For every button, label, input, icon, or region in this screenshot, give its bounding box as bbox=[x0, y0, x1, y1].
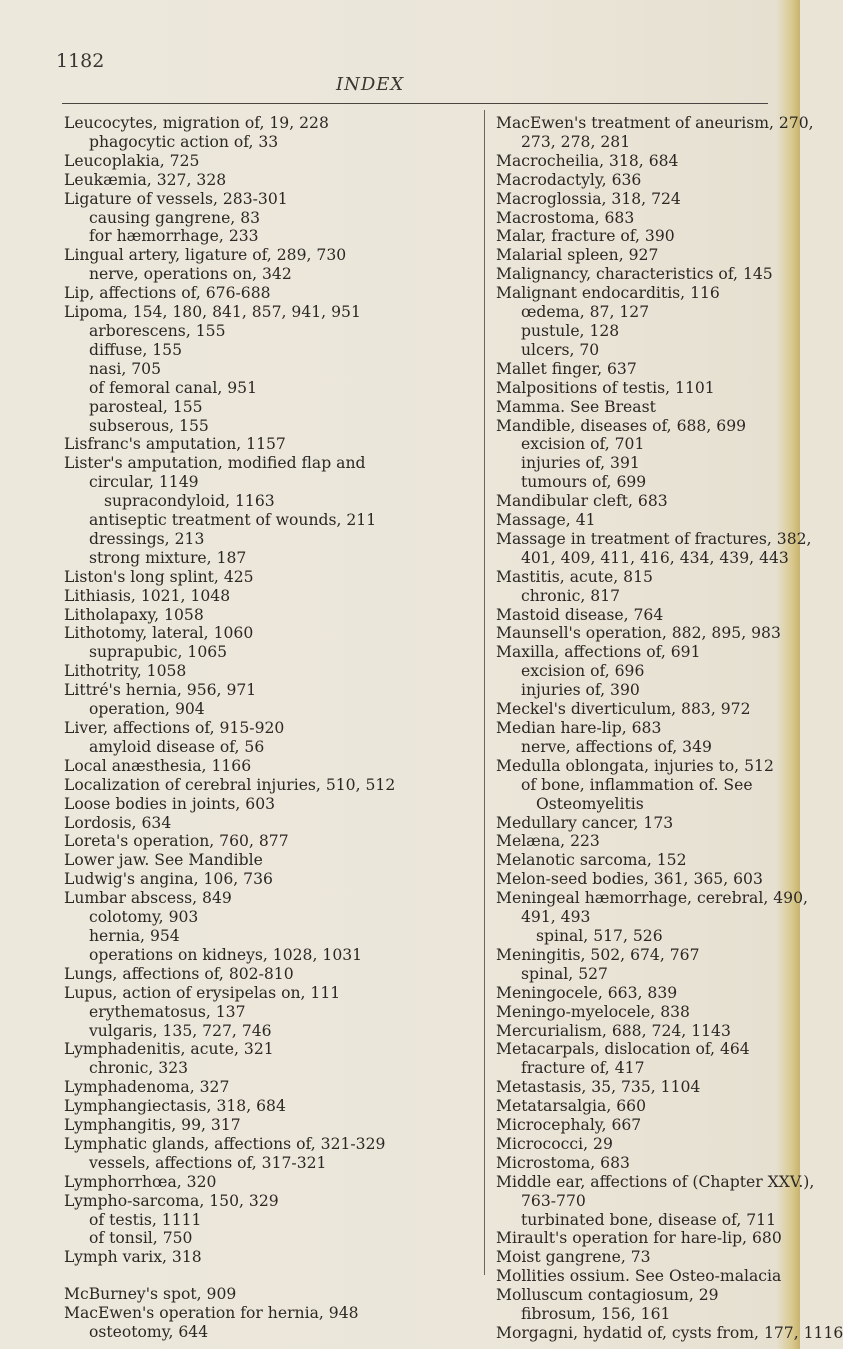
index-entry: Lithiasis, 1021, 1048 bbox=[64, 586, 231, 605]
index-entry: Melanotic sarcoma, 152 bbox=[496, 851, 687, 870]
index-subentry: operation, 904 bbox=[89, 700, 205, 719]
index-entry: Melon-seed bodies, 361, 365, 603 bbox=[496, 870, 763, 889]
index-entry: Macrostoma, 683 bbox=[496, 208, 635, 227]
index-entry: Lymphatic glands, affections of, 321-329 bbox=[64, 1134, 386, 1153]
index-entry: Mandible, diseases of, 688, 699 bbox=[496, 416, 747, 435]
index-subentry: spinal, 527 bbox=[521, 964, 608, 983]
index-subentry: parosteal, 155 bbox=[89, 397, 203, 416]
index-entry: Lordosis, 634 bbox=[64, 813, 172, 832]
index-entry: Lymphorrhœa, 320 bbox=[64, 1172, 217, 1191]
index-entry: Morgagni, hydatid of, cysts from, 177, 1116 bbox=[496, 1324, 843, 1342]
index-entry: Malignant endocarditis, 116 bbox=[496, 284, 720, 303]
index-entry: Malar, fracture of, 390 bbox=[496, 227, 675, 246]
index-entry: Lister's amputation, modified flap and bbox=[64, 454, 366, 473]
index-subentry: of bone, inflammation of. See bbox=[521, 775, 753, 794]
index-entry: Microstoma, 683 bbox=[496, 1153, 630, 1172]
index-subentry: amyloid disease of, 56 bbox=[89, 737, 265, 756]
index-entry: Loreta's operation, 760, 877 bbox=[64, 832, 289, 851]
index-subentry: nerve, operations on, 342 bbox=[89, 265, 292, 284]
index-subentry: Osteomyelitis bbox=[536, 794, 644, 813]
section-gap bbox=[64, 1267, 476, 1285]
index-subentry: causing gangrene, 83 bbox=[89, 208, 261, 227]
index-subentry: suprapubic, 1065 bbox=[89, 643, 228, 662]
index-entry: Littré's hernia, 956, 971 bbox=[64, 681, 257, 700]
index-entry: Lympho-sarcoma, 150, 329 bbox=[64, 1191, 279, 1210]
index-subentry: hernia, 954 bbox=[89, 926, 180, 945]
index-entry: Moist gangrene, 73 bbox=[496, 1248, 651, 1267]
index-subentry: colotomy, 903 bbox=[89, 908, 199, 927]
index-subentry: chronic, 323 bbox=[89, 1059, 189, 1078]
index-subentry: supracondyloid, 1163 bbox=[104, 492, 275, 511]
index-entry: Mallet finger, 637 bbox=[496, 359, 637, 378]
index-subentry: injuries of, 391 bbox=[521, 454, 640, 473]
index-entry: Ludwig's angina, 106, 736 bbox=[64, 870, 273, 889]
index-subentry: subserous, 155 bbox=[89, 416, 209, 435]
index-entry: Lithotrity, 1058 bbox=[64, 662, 187, 681]
index-subentry: chronic, 817 bbox=[521, 586, 621, 605]
index-subentry: 273, 278, 281 bbox=[521, 132, 631, 151]
index-entry: Medullary cancer, 173 bbox=[496, 813, 674, 832]
index-entry: Mandibular cleft, 683 bbox=[496, 492, 668, 511]
index-subentry: ulcers, 70 bbox=[521, 340, 600, 359]
index-entry: Malpositions of testis, 1101 bbox=[496, 378, 715, 397]
index-entry: MacEwen's treatment of aneurism, 270, bbox=[496, 114, 814, 132]
index-subentry: of testis, 1111 bbox=[89, 1210, 202, 1229]
index-entry: Lisfranc's amputation, 1157 bbox=[64, 435, 286, 454]
index-subentry: vulgaris, 135, 727, 746 bbox=[89, 1021, 272, 1040]
index-entry: Lymphadenitis, acute, 321 bbox=[64, 1040, 274, 1059]
index-entry: Middle ear, affections of (Chapter XXV.), bbox=[496, 1172, 815, 1191]
header-rule bbox=[62, 103, 768, 104]
index-column-right bbox=[496, 114, 843, 1343]
index-entry: Meningocele, 663, 839 bbox=[496, 983, 678, 1002]
index-entry: Lipoma, 154, 180, 841, 857, 941, 951 bbox=[64, 303, 361, 322]
index-entry: Macrodactyly, 636 bbox=[496, 170, 642, 189]
index-subentry: arborescens, 155 bbox=[89, 321, 226, 340]
index-entry: Malarial spleen, 927 bbox=[496, 246, 659, 265]
index-entry: Litholapaxy, 1058 bbox=[64, 605, 204, 624]
index-subentry: circular, 1149 bbox=[89, 473, 199, 492]
index-entry: Lungs, affections of, 802-810 bbox=[64, 964, 294, 983]
index-subentry: pustule, 128 bbox=[521, 321, 620, 340]
index-subentry: dressings, 213 bbox=[89, 529, 205, 548]
index-entry: Liston's long splint, 425 bbox=[64, 567, 254, 586]
index-entry: Microcephaly, 667 bbox=[496, 1116, 642, 1135]
index-subentry: fibrosum, 156, 161 bbox=[521, 1305, 671, 1324]
index-entry: Leucoplakia, 725 bbox=[64, 151, 200, 170]
index-subentry: antiseptic treatment of wounds, 211 bbox=[89, 511, 377, 530]
index-entry: Ligature of vessels, 283-301 bbox=[64, 189, 288, 208]
index-entry: Macroglossia, 318, 724 bbox=[496, 189, 681, 208]
index-entry: Median hare-lip, 683 bbox=[496, 719, 662, 737]
index-subentry: 401, 409, 411, 416, 434, 439, 443 bbox=[521, 548, 789, 567]
index-entry: Micrococci, 29 bbox=[496, 1134, 613, 1153]
index-entry: Molluscum contagiosum, 29 bbox=[496, 1286, 719, 1305]
index-subentry: strong mixture, 187 bbox=[89, 548, 247, 567]
index-subentry: tumours of, 699 bbox=[521, 473, 647, 492]
index-entry: Mercurialism, 688, 724, 1143 bbox=[496, 1021, 731, 1040]
index-entry: Lupus, action of erysipelas on, 111 bbox=[64, 983, 341, 1002]
index-subentry: fracture of, 417 bbox=[521, 1059, 645, 1078]
index-entry: Medulla oblongata, injuries to, 512 bbox=[496, 756, 774, 775]
running-head: INDEX bbox=[336, 74, 405, 95]
index-column-left bbox=[64, 114, 476, 1342]
index-entry: Maxilla, affections of, 691 bbox=[496, 643, 701, 662]
index-entry: Lingual artery, ligature of, 289, 730 bbox=[64, 246, 347, 265]
index-subentry: vessels, affections of, 317-321 bbox=[89, 1153, 327, 1172]
index-entry: Mirault's operation for hare-lip, 680 bbox=[496, 1229, 782, 1248]
index-subentry: injuries of, 390 bbox=[521, 681, 640, 700]
index-entry: Maunsell's operation, 882, 895, 983 bbox=[496, 624, 781, 643]
page-number: 1182 bbox=[56, 50, 105, 72]
index-entry: Lumbar abscess, 849 bbox=[64, 889, 232, 908]
index-entry: Mamma. See Breast bbox=[496, 397, 656, 416]
index-entry: Macrocheilia, 318, 684 bbox=[496, 151, 679, 170]
index-entry: McBurney's spot, 909 bbox=[64, 1285, 237, 1304]
index-entry: Malignancy, characteristics of, 145 bbox=[496, 265, 773, 284]
index-entry: Melæna, 223 bbox=[496, 832, 600, 851]
index-subentry: nasi, 705 bbox=[89, 359, 162, 378]
index-subentry: œdema, 87, 127 bbox=[521, 303, 650, 322]
index-subentry: operations on kidneys, 1028, 1031 bbox=[89, 945, 363, 964]
index-entry: Leukæmia, 327, 328 bbox=[64, 170, 227, 189]
index-entry: Meningeal hæmorrhage, cerebral, 490, bbox=[496, 889, 808, 908]
index-entry: Lower jaw. See Mandible bbox=[64, 851, 263, 870]
index-entry: MacEwen's operation for hernia, 948 bbox=[64, 1304, 359, 1323]
index-subentry: excision of, 696 bbox=[521, 662, 645, 681]
index-entry: Lymphadenoma, 327 bbox=[64, 1078, 230, 1097]
index-entry: Lymphangitis, 99, 317 bbox=[64, 1116, 241, 1135]
index-entry: Mastitis, acute, 815 bbox=[496, 567, 653, 586]
index-entry: Mollities ossium. See Osteo-malacia bbox=[496, 1267, 782, 1286]
column-divider bbox=[484, 110, 485, 1275]
index-entry: Liver, affections of, 915-920 bbox=[64, 719, 285, 737]
index-subentry: 491, 493 bbox=[521, 908, 591, 927]
index-entry: Lip, affections of, 676-688 bbox=[64, 284, 271, 303]
index-entry: Meningo-myelocele, 838 bbox=[496, 1002, 690, 1021]
index-subentry: nerve, affections of, 349 bbox=[521, 737, 712, 756]
index-entry: Mastoid disease, 764 bbox=[496, 605, 664, 624]
index-entry: Localization of cerebral injuries, 510, 512 bbox=[64, 775, 396, 794]
index-subentry: 763-770 bbox=[521, 1191, 586, 1210]
index-entry: Metastasis, 35, 735, 1104 bbox=[496, 1078, 701, 1097]
index-entry: Massage in treatment of fractures, 382, bbox=[496, 529, 812, 548]
index-subentry: of femoral canal, 951 bbox=[89, 378, 258, 397]
index-entry: Leucocytes, migration of, 19, 228 bbox=[64, 114, 329, 132]
index-subentry: diffuse, 155 bbox=[89, 340, 182, 359]
index-subentry: for hæmorrhage, 233 bbox=[89, 227, 259, 246]
index-entry: Lymphangiectasis, 318, 684 bbox=[64, 1097, 286, 1116]
index-entry: Local anæsthesia, 1166 bbox=[64, 756, 252, 775]
index-subentry: phagocytic action of, 33 bbox=[89, 132, 279, 151]
index-subentry: of tonsil, 750 bbox=[89, 1229, 193, 1248]
index-entry: Loose bodies in joints, 603 bbox=[64, 794, 276, 813]
index-entry: Meckel's diverticulum, 883, 972 bbox=[496, 700, 751, 719]
index-entry: Meningitis, 502, 674, 767 bbox=[496, 945, 700, 964]
index-subentry: spinal, 517, 526 bbox=[536, 926, 663, 945]
index-entry: Lithotomy, lateral, 1060 bbox=[64, 624, 254, 643]
index-entry: Lymph varix, 318 bbox=[64, 1248, 202, 1267]
index-entry: Massage, 41 bbox=[496, 511, 596, 530]
index-entry: Metatarsalgia, 660 bbox=[496, 1097, 647, 1116]
index-entry: Metacarpals, dislocation of, 464 bbox=[496, 1040, 750, 1059]
index-subentry: excision of, 701 bbox=[521, 435, 645, 454]
index-subentry: turbinated bone, disease of, 711 bbox=[521, 1210, 777, 1229]
index-subentry: osteotomy, 644 bbox=[89, 1323, 209, 1342]
index-subentry: erythematosus, 137 bbox=[89, 1002, 246, 1021]
